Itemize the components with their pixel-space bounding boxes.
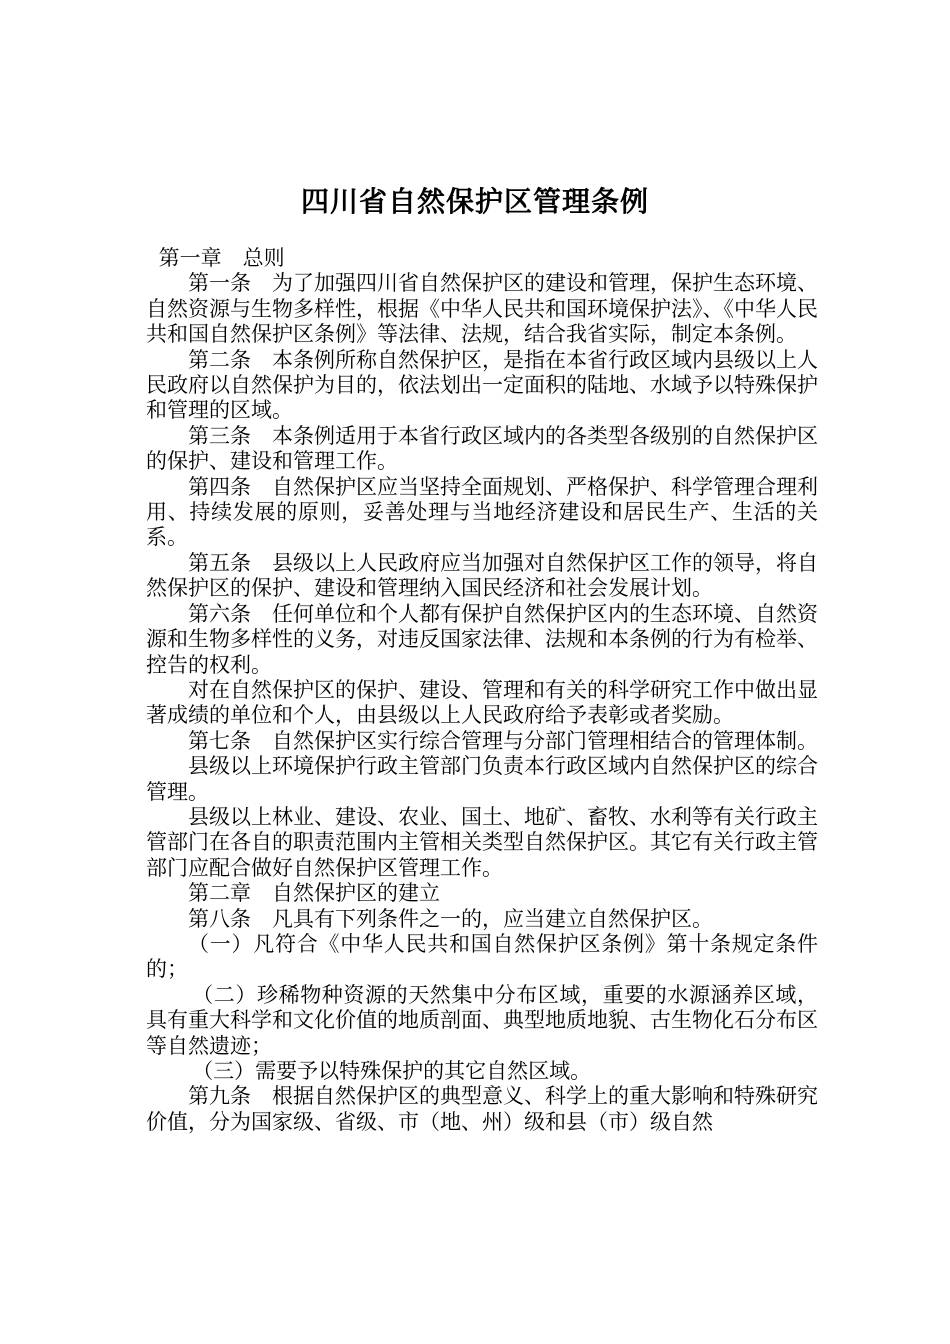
chapter-heading: 第一章 总则 (158, 246, 285, 270)
document-body (146, 246, 818, 1135)
document-title: 四川省自然保护区管理条例 (300, 185, 649, 218)
article-paragraph: 第九条 根据自然保护区的典型意义、科学上的重大影响和特殊研究价值，分为国家级、省级、市（地、州）级和县（市）级自然 (146, 1084, 818, 1134)
article-paragraph: 第三条 本条例适用于本省行政区域内的各类型各级别的自然保护区的保护、建设和管理工作。 (146, 423, 818, 474)
article-paragraph: 第五条 县级以上人民政府应当加强对自然保护区工作的领导，将自然保护区的保护、建设和管理纳入国民经济和社会发展计划。 (146, 550, 818, 601)
article-paragraph: 第七条 自然保护区实行综合管理与分部门管理相结合的管理体制。 (188, 728, 818, 753)
list-item: （一）凡符合《中华人民共和国自然保护区条例》第十条规定条件的； (146, 931, 818, 982)
list-item: （二）珍稀物种资源的天然集中分布区域，重要的水源涵养区域，具有重大科学和文化价值的地质剖面、典型地质地貌、古生物化石分布区等自然遗迹； (146, 982, 818, 1058)
list-item: （三）需要予以特殊保护的其它自然区域。 (192, 1059, 592, 1083)
article-paragraph: 第六条 任何单位和个人都有保护自然保护区内的生态环境、自然资源和生物多样性的义务，对违反国家法律、法规和本条例的行为有检举、控告的权利。 (146, 601, 818, 677)
article-paragraph: 第二条 本条例所称自然保护区，是指在本省行政区域内县级以上人民政府以自然保护为目的，依法划出一定面积的陆地、水域予以特殊保护和管理的区域。 (146, 347, 818, 423)
article-paragraph: 对在自然保护区的保护、建设、管理和有关的科学研究工作中做出显著成绩的单位和个人，由县级以上人民政府给予表彰或者奖励。 (146, 677, 818, 728)
article-paragraph: 县级以上林业、建设、农业、国土、地矿、畜牧、水利等有关行政主管部门在各自的职责范围内主管相关类型自然保护区。其它有关行政主管部门应配合做好自然保护区管理工作。 (146, 804, 818, 880)
article-paragraph: 县级以上环境保护行政主管部门负责本行政区域内自然保护区的综合管理。 (146, 754, 818, 804)
article-paragraph: 第八条 凡具有下列条件之一的，应当建立自然保护区。 (188, 906, 713, 931)
chapter-heading: 第二章 自然保护区的建立 (188, 881, 440, 906)
article-paragraph: 第四条 自然保护区应当坚持全面规划、严格保护、科学管理合理利用、持续发展的原则，妥善处理与当地经济建设和居民生产、生活的关系。 (146, 474, 818, 550)
article-paragraph: 第一条 为了加强四川省自然保护区的建设和管理，保护生态环境、自然资源与生物多样性，根据《中华人民共和国环境保护法》、《中华人民共和国自然保护区条例》等法律、法规，结合我省实际，制定本条例。 (146, 271, 818, 347)
